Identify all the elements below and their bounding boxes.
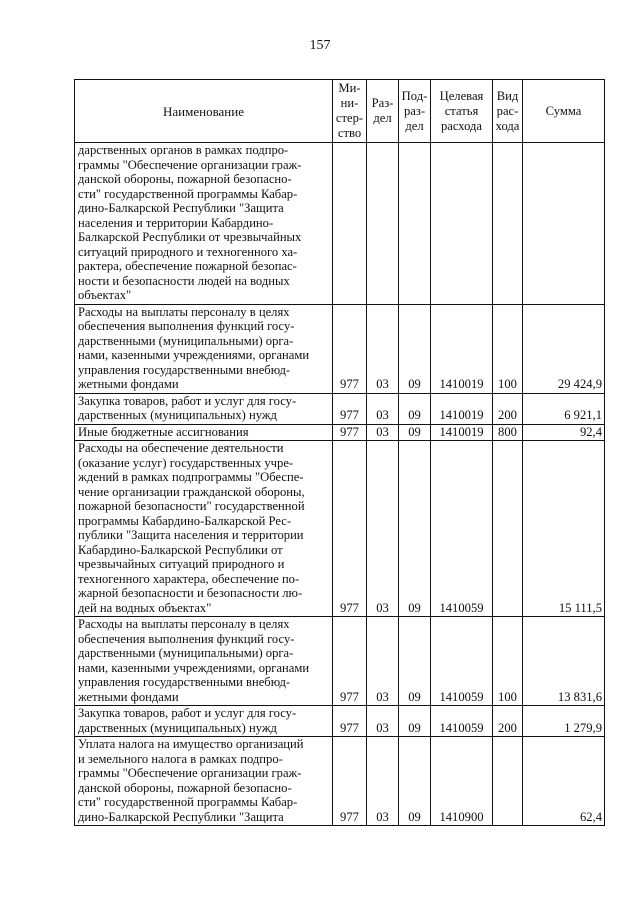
cell-name: дарственных органов в рамках подпро- граммы "Обеспечение организации граж- данской обороны, пожарной безопасно- сти" государственной программы Кабар- дино-Балкарской Республики "Защита населения и территории Кабардино- Балкарской Республики от чрезвычайных ситуаций природного и техногенного ха- рактера, обеспечение пожарной безопас- ности и безопасности людей на водных объектах" xyxy=(75,143,333,305)
cell-section: 03 xyxy=(367,737,399,826)
cell-target: 1410059 xyxy=(431,441,493,617)
page-number: 157 xyxy=(309,38,331,53)
cell-ministry: 977 xyxy=(333,393,367,424)
cell-target: 1410019 xyxy=(431,304,493,393)
cell-section: 03 xyxy=(367,304,399,393)
cell-section: 03 xyxy=(367,617,399,706)
cell-ministry: 977 xyxy=(333,617,367,706)
cell-subsection: 09 xyxy=(399,393,431,424)
cell-ministry: 977 xyxy=(333,304,367,393)
cell-amount: 1 279,9 xyxy=(523,706,605,737)
cell-amount: 62,4 xyxy=(523,737,605,826)
table-row xyxy=(75,617,605,706)
cell-subsection: 09 xyxy=(399,617,431,706)
table-header-row xyxy=(75,80,605,143)
cell-name: Закупка товаров, работ и услуг для госу- дарственных (муниципальных) нужд xyxy=(75,706,333,737)
header-name: Наименование xyxy=(75,80,333,143)
table-row xyxy=(75,143,605,305)
cell-name: Закупка товаров, работ и услуг для госу- дарственных (муниципальных) нужд xyxy=(75,393,333,424)
cell-subsection: 09 xyxy=(399,424,431,441)
table-row xyxy=(75,441,605,617)
cell-amount: 6 921,1 xyxy=(523,393,605,424)
cell-amount xyxy=(523,143,605,305)
table-row xyxy=(75,424,605,441)
table-body xyxy=(75,143,605,826)
cell-ministry: 977 xyxy=(333,441,367,617)
cell-type xyxy=(493,441,523,617)
cell-amount: 29 424,9 xyxy=(523,304,605,393)
cell-section: 03 xyxy=(367,441,399,617)
cell-amount: 92,4 xyxy=(523,424,605,441)
cell-type xyxy=(493,737,523,826)
cell-type: 200 xyxy=(493,393,523,424)
cell-ministry: 977 xyxy=(333,706,367,737)
cell-type: 200 xyxy=(493,706,523,737)
table-row xyxy=(75,393,605,424)
cell-type: 100 xyxy=(493,617,523,706)
cell-name: Уплата налога на имущество организаций и земельного налога в рамках подпро- граммы "Обеспечение организации граж- данской обороны, пожарной безопасно- сти" государственной программы Кабар- дино-Балкарской Республики "Защита xyxy=(75,737,333,826)
cell-subsection: 09 xyxy=(399,304,431,393)
cell-amount: 15 111,5 xyxy=(523,441,605,617)
header-ministry: Ми- ни- стер- ство xyxy=(333,80,367,143)
cell-name: Расходы на обеспечение деятельности (оказание услуг) государственных учре- ждений в рамках подпрограммы "Обеспе- чение организации гражданской обороны, пожарной безопасности" государственной программы Кабардино-Балкарской Рес- публики "Защита населения и территории Кабардино-Балкарской Республики от чрезвычайных ситуаций природного и техногенного характера, обеспечение по- жарной безопасности и безопасности лю- дей на водных объектах" xyxy=(75,441,333,617)
header-type: Вид рас- хода xyxy=(493,80,523,143)
cell-subsection: 09 xyxy=(399,706,431,737)
table-row xyxy=(75,737,605,826)
cell-type xyxy=(493,143,523,305)
cell-target: 1410019 xyxy=(431,424,493,441)
cell-ministry: 977 xyxy=(333,737,367,826)
cell-type: 800 xyxy=(493,424,523,441)
cell-target: 1410019 xyxy=(431,393,493,424)
header-section: Раз- дел xyxy=(367,80,399,143)
cell-target xyxy=(431,143,493,305)
table-row xyxy=(75,706,605,737)
cell-type: 100 xyxy=(493,304,523,393)
cell-name: Расходы на выплаты персоналу в целях обеспечения выполнения функций госу- дарственными (муниципальными) орга- нами, казенными учреждениями, органами управления государственными внебюд- жетными фондами xyxy=(75,617,333,706)
cell-target: 1410059 xyxy=(431,617,493,706)
cell-ministry xyxy=(333,143,367,305)
table-row xyxy=(75,304,605,393)
cell-section: 03 xyxy=(367,424,399,441)
header-amount: Сумма xyxy=(523,80,605,143)
cell-amount: 13 831,6 xyxy=(523,617,605,706)
header-subsection: Под- раз- дел xyxy=(399,80,431,143)
cell-name: Иные бюджетные ассигнования xyxy=(75,424,333,441)
cell-name: Расходы на выплаты персоналу в целях обеспечения выполнения функций госу- дарственными (муниципальными) орга- нами, казенными учреждениями, органами управления государственными внебюд- жетными фондами xyxy=(75,304,333,393)
cell-target: 1410059 xyxy=(431,706,493,737)
cell-section: 03 xyxy=(367,706,399,737)
cell-target: 1410900 xyxy=(431,737,493,826)
cell-section xyxy=(367,143,399,305)
cell-subsection: 09 xyxy=(399,441,431,617)
cell-subsection xyxy=(399,143,431,305)
cell-section: 03 xyxy=(367,393,399,424)
header-target: Целевая статья расхода xyxy=(431,80,493,143)
cell-subsection: 09 xyxy=(399,737,431,826)
cell-ministry: 977 xyxy=(333,424,367,441)
budget-table xyxy=(74,79,605,826)
